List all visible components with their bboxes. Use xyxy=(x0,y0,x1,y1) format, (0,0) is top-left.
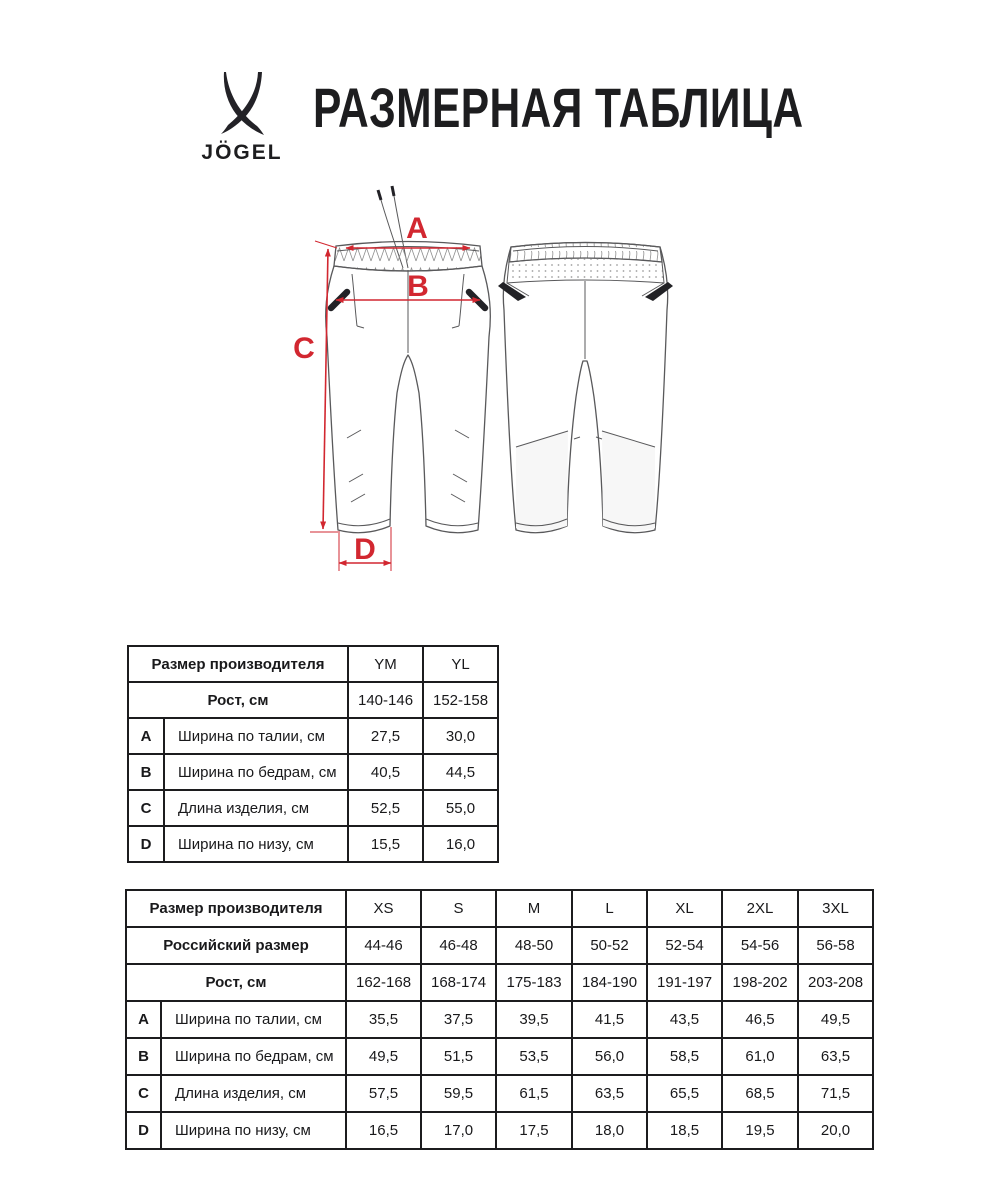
table-row xyxy=(128,754,498,790)
russian-size-header: Российский размер xyxy=(126,927,346,964)
measure-value-cell: 71,5 xyxy=(798,1075,873,1112)
measure-value-cell: 37,5 xyxy=(421,1001,496,1038)
size-col-header: XS xyxy=(346,890,421,927)
size-col-header: YL xyxy=(423,646,498,682)
russian-size-cell: 54-56 xyxy=(722,927,798,964)
russian-size-cell: 56-58 xyxy=(798,927,873,964)
height-value-cell: 162-168 xyxy=(346,964,421,1001)
russian-size-cell: 46-48 xyxy=(421,927,496,964)
measure-value-cell: 63,5 xyxy=(572,1075,647,1112)
height-value-cell: 168-174 xyxy=(421,964,496,1001)
measure-key-cell: B xyxy=(128,754,164,790)
jogel-logo-icon xyxy=(216,71,270,139)
measure-key-cell: D xyxy=(126,1112,161,1149)
measure-value-cell: 41,5 xyxy=(572,1001,647,1038)
height-value-cell: 203-208 xyxy=(798,964,873,1001)
height-value-cell: 184-190 xyxy=(572,964,647,1001)
table-row xyxy=(126,1075,873,1112)
adult-size-table xyxy=(125,889,874,1150)
measure-label-cell: Ширина по бедрам, см xyxy=(164,754,348,790)
dimension-d xyxy=(339,527,391,571)
size-col-header: S xyxy=(421,890,496,927)
table-row xyxy=(126,1001,873,1038)
height-value-cell: 191-197 xyxy=(647,964,722,1001)
measure-value-cell: 68,5 xyxy=(722,1075,798,1112)
size-col-header: XL xyxy=(647,890,722,927)
manufacturer-size-header: Размер производителя xyxy=(126,890,346,927)
kids-size-table xyxy=(127,645,499,863)
table-row xyxy=(128,826,498,862)
measure-value-cell: 65,5 xyxy=(647,1075,722,1112)
measure-value-cell: 49,5 xyxy=(346,1038,421,1075)
measure-value-cell: 19,5 xyxy=(722,1112,798,1149)
measure-value-cell: 16,0 xyxy=(423,826,498,862)
measure-value-cell: 56,0 xyxy=(572,1038,647,1075)
pants-size-diagram xyxy=(290,185,680,585)
height-value-cell: 140-146 xyxy=(348,682,423,718)
measure-value-cell: 63,5 xyxy=(798,1038,873,1075)
russian-size-cell: 50-52 xyxy=(572,927,647,964)
table-row xyxy=(126,890,873,927)
dimension-a-label: A xyxy=(406,212,428,245)
measure-value-cell: 61,5 xyxy=(496,1075,572,1112)
measure-value-cell: 49,5 xyxy=(798,1001,873,1038)
size-col-header: L xyxy=(572,890,647,927)
measure-value-cell: 59,5 xyxy=(421,1075,496,1112)
measure-value-cell: 17,0 xyxy=(421,1112,496,1149)
measure-key-cell: B xyxy=(126,1038,161,1075)
measure-value-cell: 20,0 xyxy=(798,1112,873,1149)
dimension-d-label: D xyxy=(354,533,376,566)
size-col-header: YM xyxy=(348,646,423,682)
measure-value-cell: 52,5 xyxy=(348,790,423,826)
measure-label-cell: Ширина по бедрам, см xyxy=(161,1038,346,1075)
measure-value-cell: 43,5 xyxy=(647,1001,722,1038)
measure-label-cell: Длина изделия, см xyxy=(164,790,348,826)
measure-value-cell: 44,5 xyxy=(423,754,498,790)
pants-back-view xyxy=(498,243,673,533)
measure-value-cell: 27,5 xyxy=(348,718,423,754)
table-row xyxy=(126,1038,873,1075)
measure-value-cell: 35,5 xyxy=(346,1001,421,1038)
measure-value-cell: 51,5 xyxy=(421,1038,496,1075)
measure-value-cell: 46,5 xyxy=(722,1001,798,1038)
measure-value-cell: 40,5 xyxy=(348,754,423,790)
table-row xyxy=(126,1112,873,1149)
size-col-header: 2XL xyxy=(722,890,798,927)
table-row xyxy=(128,682,498,718)
measure-value-cell: 57,5 xyxy=(346,1075,421,1112)
measure-key-cell: D xyxy=(128,826,164,862)
measure-value-cell: 61,0 xyxy=(722,1038,798,1075)
measure-label-cell: Длина изделия, см xyxy=(161,1075,346,1112)
manufacturer-size-header: Размер производителя xyxy=(128,646,348,682)
measure-label-cell: Ширина по талии, см xyxy=(161,1001,346,1038)
height-row-header: Рост, см xyxy=(128,682,348,718)
table-row xyxy=(128,646,498,682)
measure-value-cell: 39,5 xyxy=(496,1001,572,1038)
page-title: РАЗМЕРНАЯ ТАБЛИЦА xyxy=(313,76,804,139)
measure-value-cell: 55,0 xyxy=(423,790,498,826)
size-col-header: M xyxy=(496,890,572,927)
measure-key-cell: A xyxy=(128,718,164,754)
measure-key-cell: C xyxy=(126,1075,161,1112)
measure-value-cell: 16,5 xyxy=(346,1112,421,1149)
russian-size-cell: 52-54 xyxy=(647,927,722,964)
measure-value-cell: 15,5 xyxy=(348,826,423,862)
dimension-c-label: C xyxy=(293,332,315,365)
table-row xyxy=(128,718,498,754)
measure-value-cell: 53,5 xyxy=(496,1038,572,1075)
measure-value-cell: 18,5 xyxy=(647,1112,722,1149)
table-row xyxy=(126,927,873,964)
measure-value-cell: 17,5 xyxy=(496,1112,572,1149)
height-value-cell: 198-202 xyxy=(722,964,798,1001)
height-value-cell: 175-183 xyxy=(496,964,572,1001)
measure-value-cell: 30,0 xyxy=(423,718,498,754)
brand-name: JÖGEL xyxy=(201,141,283,164)
russian-size-cell: 44-46 xyxy=(346,927,421,964)
measure-key-cell: A xyxy=(126,1001,161,1038)
measure-label-cell: Ширина по низу, см xyxy=(161,1112,346,1149)
measure-key-cell: C xyxy=(128,790,164,826)
measure-value-cell: 58,5 xyxy=(647,1038,722,1075)
table-row xyxy=(128,790,498,826)
table-row xyxy=(126,964,873,1001)
height-value-cell: 152-158 xyxy=(423,682,498,718)
measure-label-cell: Ширина по талии, см xyxy=(164,718,348,754)
russian-size-cell: 48-50 xyxy=(496,927,572,964)
size-col-header: 3XL xyxy=(798,890,873,927)
measure-value-cell: 18,0 xyxy=(572,1112,647,1149)
dimension-b-label: B xyxy=(407,270,429,303)
height-row-header: Рост, см xyxy=(126,964,346,1001)
measure-label-cell: Ширина по низу, см xyxy=(164,826,348,862)
